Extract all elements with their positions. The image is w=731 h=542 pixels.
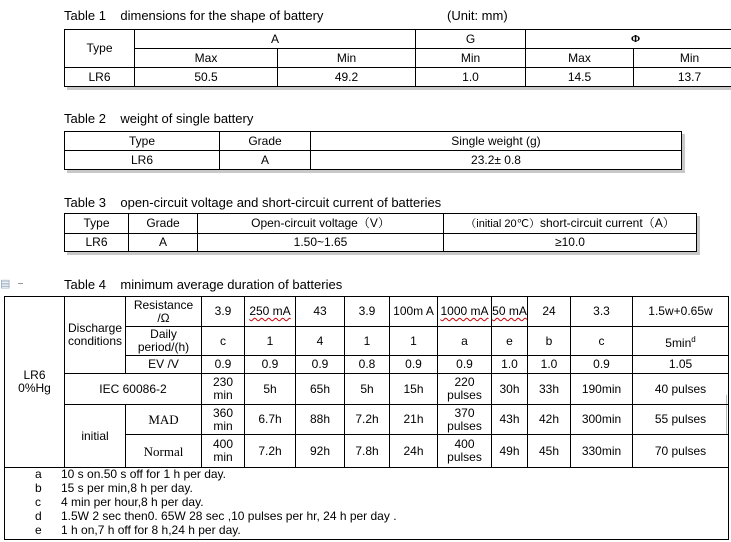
daily-1: c xyxy=(202,327,245,356)
daily-10-value: 5min xyxy=(665,335,692,350)
table-row xyxy=(65,68,731,87)
table1-a-min: 49.2 xyxy=(278,68,416,87)
normal-3: 92h xyxy=(296,435,345,468)
mad-1: 360 min xyxy=(202,405,245,435)
table1-phi-min: 13.7 xyxy=(634,68,731,87)
ev-7: 1.0 xyxy=(492,356,528,374)
ev-4: 0.8 xyxy=(345,356,390,374)
table3 xyxy=(64,213,697,252)
ev-label: EV /V xyxy=(126,356,202,374)
iec-label: IEC 60086-2 xyxy=(65,374,202,405)
footnote-b xyxy=(35,481,193,495)
daily-7: e xyxy=(492,327,528,356)
table1-unit: (Unit: mm) xyxy=(447,8,508,23)
table1-col-a: A xyxy=(135,30,416,49)
footnote-text: 10 s on.50 s off for 1 h per day. xyxy=(61,467,226,481)
table3-type-header: Type xyxy=(65,214,129,234)
document-icon: ▤ xyxy=(0,278,11,290)
normal-4: 7.8h xyxy=(345,435,390,468)
iec-1: 230 min xyxy=(202,374,245,405)
table3-type: LR6 xyxy=(65,234,129,252)
iec-6: 220 pulses xyxy=(438,374,492,405)
resistance-2: 250 mA xyxy=(245,297,296,327)
iec-10: 40 pulses xyxy=(633,374,729,405)
table-row xyxy=(65,151,682,170)
daily-3: 4 xyxy=(296,327,345,356)
table1-col-phi: Φ xyxy=(526,30,731,49)
resistance-4: 3.9 xyxy=(345,297,390,327)
mad-2: 6.7h xyxy=(245,405,296,435)
table1-phi-min-label: Min xyxy=(634,49,731,68)
table1 xyxy=(64,29,731,87)
mad-5: 21h xyxy=(390,405,438,435)
footnote-a xyxy=(35,467,226,481)
table1-type: LR6 xyxy=(65,68,135,87)
footnote-d xyxy=(35,509,397,523)
table2-grade-header: Grade xyxy=(220,132,311,151)
table1-col-g: G xyxy=(416,30,526,49)
footnote-key: a xyxy=(35,467,42,481)
iec-2: 5h xyxy=(245,374,296,405)
daily-8: b xyxy=(528,327,571,356)
dropdown-dash-icon xyxy=(18,283,23,284)
resistance-3: 43 xyxy=(296,297,345,327)
daily-2: 1 xyxy=(245,327,296,356)
table4 xyxy=(4,296,729,468)
footnote-text: 4 min per hour,8 h per day. xyxy=(61,495,204,509)
table1-g-min: 1.0 xyxy=(416,68,526,87)
iec-5: 15h xyxy=(390,374,438,405)
mad-7: 43h xyxy=(492,405,528,435)
table2-type-header: Type xyxy=(65,132,220,151)
footnotes xyxy=(4,466,729,540)
table2-grade: A xyxy=(220,151,311,170)
table2-type: LR6 xyxy=(65,151,220,170)
resistance-1: 3.9 xyxy=(202,297,245,327)
resistance-unit: /Ω xyxy=(157,310,170,325)
table1-a-max-label: Max xyxy=(135,49,278,68)
daily-period-label: Daily period/(h) xyxy=(126,327,202,356)
table-row xyxy=(65,234,697,252)
normal-5: 24h xyxy=(390,435,438,468)
resistance-7: 50 mA xyxy=(492,297,528,327)
table3-grade-header: Grade xyxy=(129,214,198,234)
footnote-key: d xyxy=(35,509,42,523)
table1-phi-max: 14.5 xyxy=(526,68,634,87)
table1-caption: Table 1 dimensions for the shape of battery xyxy=(64,8,324,23)
table3-scc-prefix: （initial 20℃） xyxy=(465,217,540,230)
iec-7: 30h xyxy=(492,374,528,405)
daily-4: 1 xyxy=(345,327,390,356)
mad-9: 300min xyxy=(571,405,633,435)
initial-label: initial xyxy=(65,405,126,468)
table2 xyxy=(64,131,682,170)
table1-a-max: 50.5 xyxy=(135,68,278,87)
normal-8: 45h xyxy=(528,435,571,468)
footnote-e xyxy=(35,523,241,537)
table3-caption: Table 3 open-circuit voltage and short-circuit current of batteries xyxy=(64,195,442,210)
resistance-6: 1000 mA xyxy=(438,297,492,327)
resistance-9: 3.3 xyxy=(571,297,633,327)
table2-weight-header: Single weight (g) xyxy=(311,132,682,151)
resistance-label xyxy=(126,297,202,327)
table1-g-min-label: Min xyxy=(416,49,526,68)
resistance-8: 24 xyxy=(528,297,571,327)
daily-6: a xyxy=(438,327,492,356)
resistance-5: 100m A xyxy=(390,297,438,327)
table3-scc-header xyxy=(444,214,697,234)
daily-10 xyxy=(633,327,729,356)
iec-3: 65h xyxy=(296,374,345,405)
ev-8: 1.0 xyxy=(528,356,571,374)
lr6-label: LR6 xyxy=(23,368,46,382)
table3-scc: ≥10.0 xyxy=(444,234,697,252)
table1-type-header: Type xyxy=(65,30,135,68)
mad-label: MAD xyxy=(126,405,202,435)
footnote-c xyxy=(35,495,204,509)
table2-weight: 23.2± 0.8 xyxy=(311,151,682,170)
discharge-conditions-label: Discharge conditions xyxy=(65,297,126,374)
normal-1: 400 min xyxy=(202,435,245,468)
table1-a-min-label: Min xyxy=(278,49,416,68)
ev-3: 0.9 xyxy=(296,356,345,374)
mad-3: 88h xyxy=(296,405,345,435)
hg-label: 0%Hg xyxy=(18,381,51,395)
mad-10: 55 pulses xyxy=(633,405,729,435)
footnote-key: e xyxy=(35,523,42,537)
daily-10-sup: d xyxy=(691,334,696,344)
normal-6: 400 pulses xyxy=(438,435,492,468)
footnote-key: b xyxy=(35,481,42,495)
ev-1: 0.9 xyxy=(202,356,245,374)
mad-6: 370 pulses xyxy=(438,405,492,435)
normal-9: 330min xyxy=(571,435,633,468)
ev-5: 0.9 xyxy=(390,356,438,374)
resistance-text: Resistance xyxy=(133,297,194,312)
table3-ocv-header: Open-circuit voltage（V） xyxy=(198,214,444,234)
ev-2: 0.9 xyxy=(245,356,296,374)
daily-5: 1 xyxy=(390,327,438,356)
normal-10: 70 pulses xyxy=(633,435,729,468)
footnote-text: 1 h on,7 h off for 8 h,24 h per day. xyxy=(61,523,241,537)
ev-6: 0.9 xyxy=(438,356,492,374)
ev-9: 0.9 xyxy=(571,356,633,374)
mad-4: 7.2h xyxy=(345,405,390,435)
table3-scc-main: short-circuit current（A） xyxy=(540,215,675,230)
resistance-10: 1.5w+0.65w xyxy=(633,297,729,327)
daily-9: c xyxy=(571,327,633,356)
table3-grade: A xyxy=(129,234,198,252)
mad-8: 42h xyxy=(528,405,571,435)
table1-phi-max-label: Max xyxy=(526,49,634,68)
table2-caption: Table 2 weight of single battery xyxy=(64,111,254,126)
table3-ocv: 1.50~1.65 xyxy=(198,234,444,252)
ev-10: 1.05 xyxy=(633,356,729,374)
normal-2: 7.2h xyxy=(245,435,296,468)
iec-8: 33h xyxy=(528,374,571,405)
footnote-text: 15 s per min,8 h per day. xyxy=(61,481,193,495)
footnote-text: 1.5W 2 sec then0. 65W 28 sec ,10 pulses per hr, 24 h per day . xyxy=(61,509,397,523)
normal-label: Normal xyxy=(126,435,202,468)
footnote-key: c xyxy=(35,495,41,509)
iec-9: 190min xyxy=(571,374,633,405)
table4-caption: Table 4 minimum average duration of batteries xyxy=(64,277,343,292)
normal-7: 49h xyxy=(492,435,528,468)
lr6-cell xyxy=(5,297,65,468)
iec-4: 5h xyxy=(345,374,390,405)
